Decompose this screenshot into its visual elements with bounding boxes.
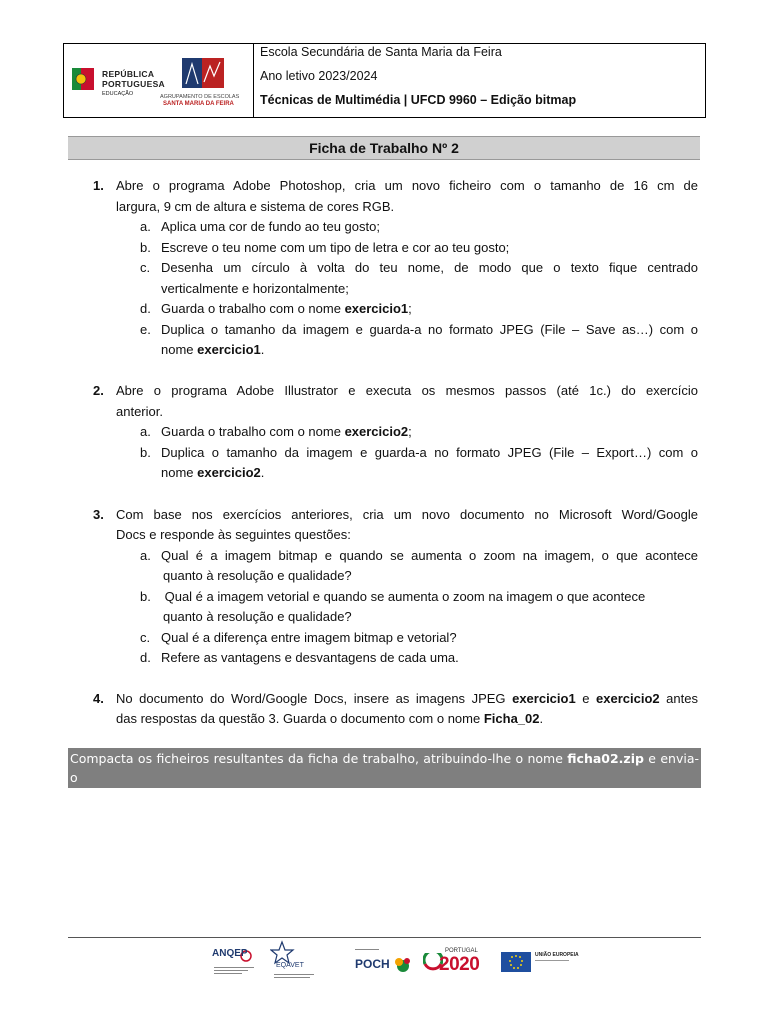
page-title: Ficha de Trabalho Nº 2 (309, 140, 459, 156)
ex1-d-text: Guarda o trabalho com o nome exercicio1; (161, 301, 412, 316)
ex2-a-letter: a. (140, 424, 151, 439)
portugal-text: PORTUGAL (445, 948, 478, 954)
eqavet-text: EQAVET (276, 962, 304, 969)
ex3-a-text1: Qual é a imagem bitmap e quando se aumenta o zoom na imagem, o que acontece (161, 548, 698, 563)
ex2-a-text: Guarda o trabalho com o nome exercicio2; (161, 424, 412, 439)
note-line2: através da plataforma Classroom. (70, 789, 283, 804)
logo-text-portuguesa: PORTUGUESA (102, 79, 165, 89)
ex2-b-text1: Duplica o tamanho da imagem e guarda-a no formato JPEG (File – Export…) com o (161, 445, 698, 460)
ex4-line2: das respostas da questão 3. Guarda o documento com o nome Ficha_02. (116, 711, 544, 726)
ex2-b-text2: nome exercicio2. (161, 465, 265, 480)
school-year: Ano letivo 2023/2024 (260, 69, 378, 83)
ue-subtext-line (535, 960, 569, 961)
ex3-number: 3. (93, 507, 104, 522)
ex2-number: 2. (93, 383, 104, 398)
ex1-line2: largura, 9 cm de altura e sistema de cores RGB. (116, 199, 395, 214)
ex2-b-letter: b. (140, 445, 151, 460)
note-line1: Compacta os ficheiros resultantes da ficha de trabalho, atribuindo-lhe o nome ficha02.zip e envia-o (70, 751, 699, 785)
logo-text-educacao: EDUCAÇÃO (102, 91, 134, 97)
course-name: Técnicas de Multimédia | UFCD 9960 – Edição bitmap (260, 93, 577, 107)
header-table (63, 43, 706, 118)
ex1-b-text: Escreve o teu nome com um tipo de letra e cor ao teu gosto; (161, 240, 510, 255)
ex4-line1: No documento do Word/Google Docs, insere as imagens JPEG exercicio1 e exercicio2 antes (116, 691, 698, 706)
ex4-number: 4. (93, 691, 104, 706)
ex3-line1: Com base nos exercícios anteriores, cria um novo documento no Microsoft Word/Google (116, 507, 698, 522)
portugal2020-logo (423, 947, 493, 979)
ex2-line2: anterior. (116, 404, 163, 419)
ex3-a-letter: a. (140, 548, 151, 563)
submission-note (68, 748, 701, 804)
title-bar (68, 136, 700, 160)
ex1-number: 1. (93, 178, 104, 193)
ex3-b-letter: b. (140, 589, 151, 604)
eqavet-star-icon (270, 940, 320, 982)
uniao-europeia-logo (501, 952, 579, 976)
ex1-e-letter: e. (140, 322, 151, 337)
ex1-d-letter: d. (140, 301, 151, 316)
ex3-a-text2: quanto à resolução e qualidade? (163, 568, 352, 583)
ex3-d-letter: d. (140, 650, 151, 665)
anqep-logo (212, 947, 260, 977)
p2020-text: 2020 (439, 954, 480, 975)
footer-divider (68, 937, 701, 938)
school-name: Escola Secundária de Santa Maria da Feira (260, 45, 502, 59)
ex1-b-letter: b. (140, 240, 151, 255)
ex3-line2: Docs e responde às seguintes questões: (116, 527, 351, 542)
ex1-c-letter: c. (140, 260, 151, 275)
ex1-e-text2: nome exercicio1. (161, 342, 265, 357)
ex1-e-text1: Duplica o tamanho da imagem e guarda-a no formato JPEG (File – Save as…) com o (161, 322, 698, 337)
republica-portuguesa-logo (72, 62, 165, 102)
logo-text-republica: REPÚBLICA (102, 69, 155, 79)
portugal-flag-icon (72, 68, 94, 90)
ex1-a-text: Aplica uma cor de fundo ao teu gosto; (161, 219, 380, 234)
ex3-c-text: Qual é a diferença entre imagem bitmap e vetorial? (161, 630, 457, 645)
ex1-line1: Abre o programa Adobe Photoshop, cria um novo ficheiro com o tamanho de 16 cm de (116, 178, 698, 193)
ex3-d-text: Refere as vantagens e desvantagens de cada uma. (161, 650, 459, 665)
agrupamento-logo-icon (174, 54, 234, 94)
header-divider (253, 44, 254, 117)
anqep-text: ANQEP (212, 948, 248, 959)
agrupamento-text-1: AGRUPAMENTO DE ESCOLAS (160, 94, 240, 100)
poch-text: POCH (355, 957, 390, 971)
ex3-b-text1: Qual é a imagem vetorial e quando se aumenta o zoom na imagem o que acontece (161, 589, 646, 604)
ex3-c-letter: c. (140, 630, 151, 645)
ue-text: UNIÃO EUROPEIA (535, 952, 579, 958)
ex3-b-text2: quanto à resolução e qualidade? (163, 609, 352, 624)
eqavet-logo (270, 940, 320, 982)
ex1-c-text2: verticalmente e horizontalmente; (161, 281, 349, 296)
poch-logo (355, 947, 415, 979)
eu-flag-icon (501, 952, 531, 972)
ex1-c-text1: Desenha um círculo à volta do teu nome, de modo que o texto fique centrado (161, 260, 698, 275)
ex1-a-letter: a. (140, 219, 151, 234)
ex2-line1: Abre o programa Adobe Illustrator e executa os mesmos passos (até 1c.) do exercício (116, 383, 698, 398)
agrupamento-text-2: SANTA MARIA DA FEIRA (163, 101, 234, 107)
